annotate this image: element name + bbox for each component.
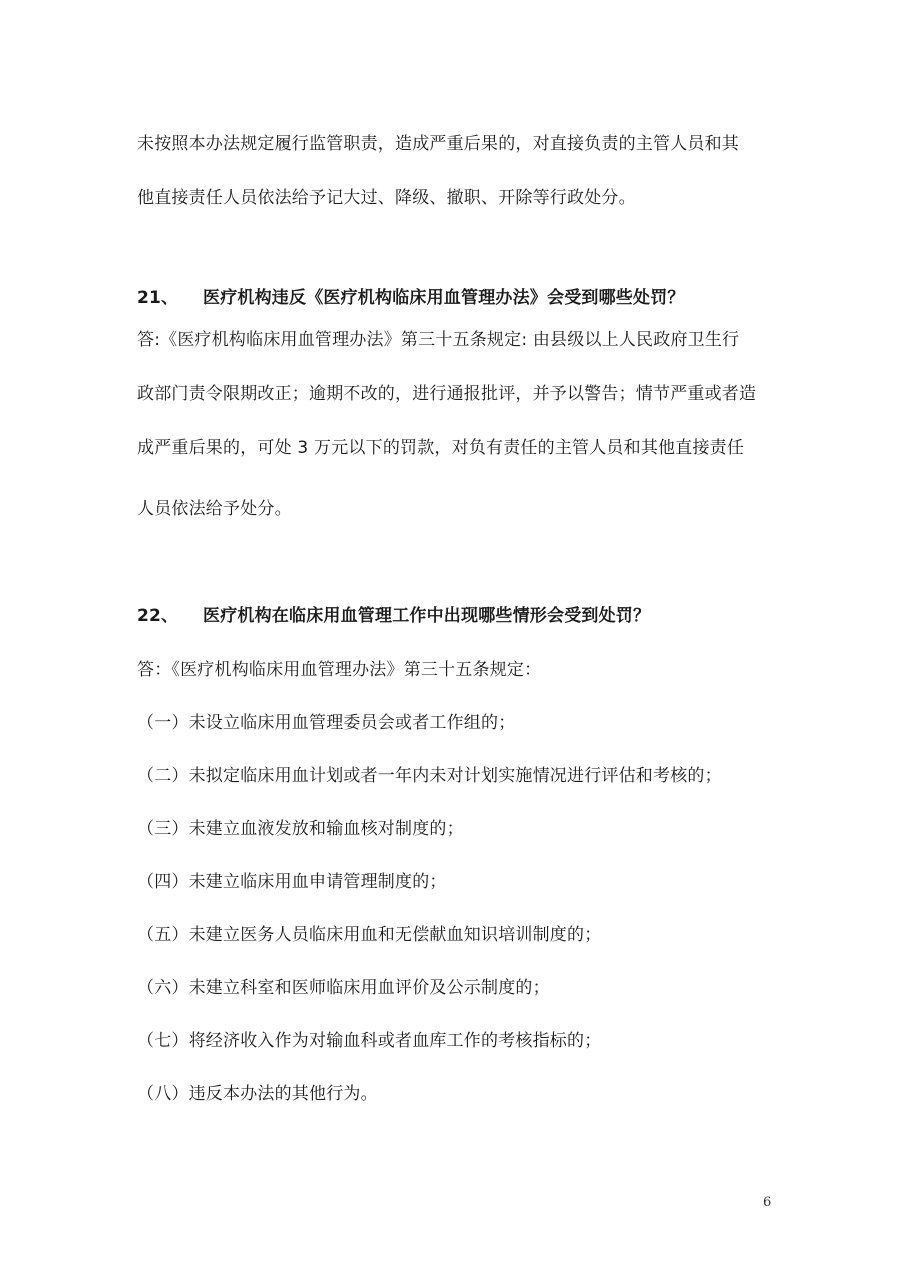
question-22-title: 医疗机构在临床用血管理工作中出现哪些情形会受到处罚？ [203,606,651,626]
answer-21-line-3: 成严重后果的，可处 3 万元以下的罚款，对负有责任的主管人员和其他直接责任 [137,438,745,458]
list-item: （七）将经济收入作为对输血科或者血库工作的考核指标的； [137,1031,602,1051]
list-item: （一）未设立临床用血管理委员会或者工作组的； [137,713,516,733]
question-21-number: 21、 [137,288,179,308]
list-item: （四）未建立临床用血申请管理制度的； [137,872,447,892]
answer-21-line-2: 政部门责令限期改正；逾期不改的，进行通报批评，并予以警告；情节严重或者造 [137,384,757,404]
question-21-title: 医疗机构违反《医疗机构临床用血管理办法》会受到哪些处罚？ [203,288,685,308]
answer-21-line-4: 人员依法给予处分。 [137,499,292,519]
intro-line-1: 未按照本办法规定履行监管职责，造成严重后果的，对直接负责的主管人员和其 [137,134,739,154]
list-item: （三）未建立血液发放和输血核对制度的； [137,819,464,839]
list-item: （六）未建立科室和医师临床用血评价及公示制度的； [137,978,550,998]
question-21-heading [137,286,685,310]
list-item: （五）未建立医务人员临床用血和无偿献血知识培训制度的； [137,925,602,945]
answer-21-line-1: 答:《医疗机构临床用血管理办法》第三十五条规定: 由县级以上人民政府卫生行 [137,330,740,350]
answer-22-intro: 答：《医疗机构临床用血管理办法》第三十五条规定： [137,660,542,680]
intro-line-2: 他直接责任人员依法给予记大过、降级、撤职、开除等行政处分。 [137,188,636,208]
list-item: （八）违反本办法的其他行为。 [137,1084,378,1104]
page-number: 6 [763,1195,772,1210]
question-22-number: 22、 [137,606,179,626]
question-22-heading [137,604,650,628]
list-item: （二）未拟定临床用血计划或者一年内未对计划实施情况进行评估和考核的； [137,766,722,786]
